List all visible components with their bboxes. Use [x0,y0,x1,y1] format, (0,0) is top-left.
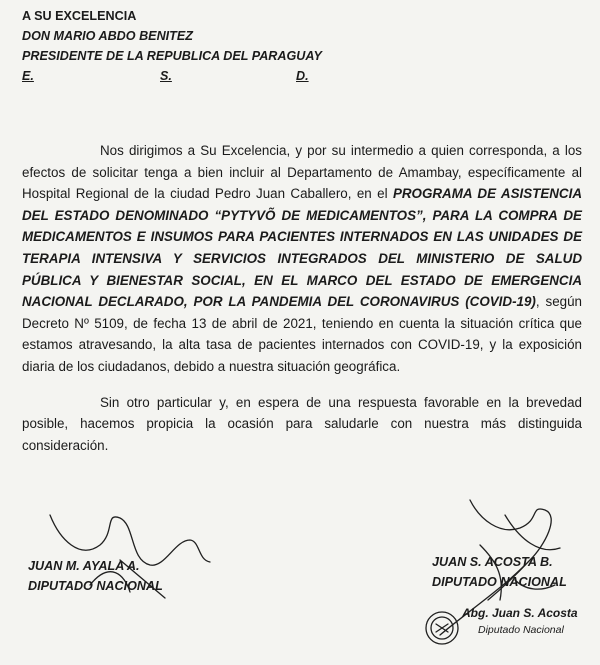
esd-s: S. [160,69,172,83]
esd-d: D. [296,69,309,83]
signer-left-name: JUAN M. AYALA A. [28,559,140,573]
addressee-line-3: PRESIDENTE DE LA REPUBLICA DEL PARAGUAY [22,49,322,63]
signature-right [432,552,567,592]
addressee-line-1: A SU EXCELENCIA [22,9,137,23]
p1-text-a: Nos dirigimos a Su Excelencia, y por su intermedio a quien corresponda, a los efectos de solicitar tenga a bien incluir al Departamento de Amambay, específicamente al Hospital Regional de la ciudad Pedro Juan Caballero, en el [22,143,582,202]
stamp-role: Diputado Nacional [478,624,564,636]
stamp-name: Abg. Juan S. Acosta [462,606,578,620]
esd-e: E. [22,69,34,83]
signature-left [28,556,163,596]
p1-text-b: , según Decreto Nº 5109, de fecha 13 de abril de 2021, teniendo en cuenta la situación crítica que estamos atravesando, la alta tasa de pacientes internados con COVID-19, y la exposición diaria de los ciudadanos, debido a nuestra situación geográfica. [22,294,582,374]
p1-program-name: PROGRAMA DE ASISTENCIA DEL ESTADO DENOMINADO “PYTYVÕ DE MEDICAMENTOS”, PARA LA COMPRA DE MEDICAMENTOS E INSUMOS PARA PACIENTES INTERNADOS EN LAS UNIDADES DE TERAPIA INTENSIVA Y SERVICIOS INTEGRADOS DEL MINISTERIO DE SALUD PÚBLICA Y BIENESTAR SOCIAL, EN EL MARCO DEL ESTADO DE EMERGENCIA NACIONAL DECLARADO, POR LA PANDEMIA DEL CORONAVIRUS (COVID-19) [22,186,582,310]
addressee-line-2: DON MARIO ABDO BENITEZ [22,29,193,43]
signer-left-title: DIPUTADO NACIONAL [28,579,163,593]
signer-right-name: JUAN S. ACOSTA B. [432,555,553,569]
signer-right-title: DIPUTADO NACIONAL [432,575,567,589]
paragraph-2: Sin otro particular y, en espera de una respuesta favorable en la brevedad posible, hacemos propicia la ocasión para saludarle con nuestra más distinguida consideración. [22,394,582,453]
